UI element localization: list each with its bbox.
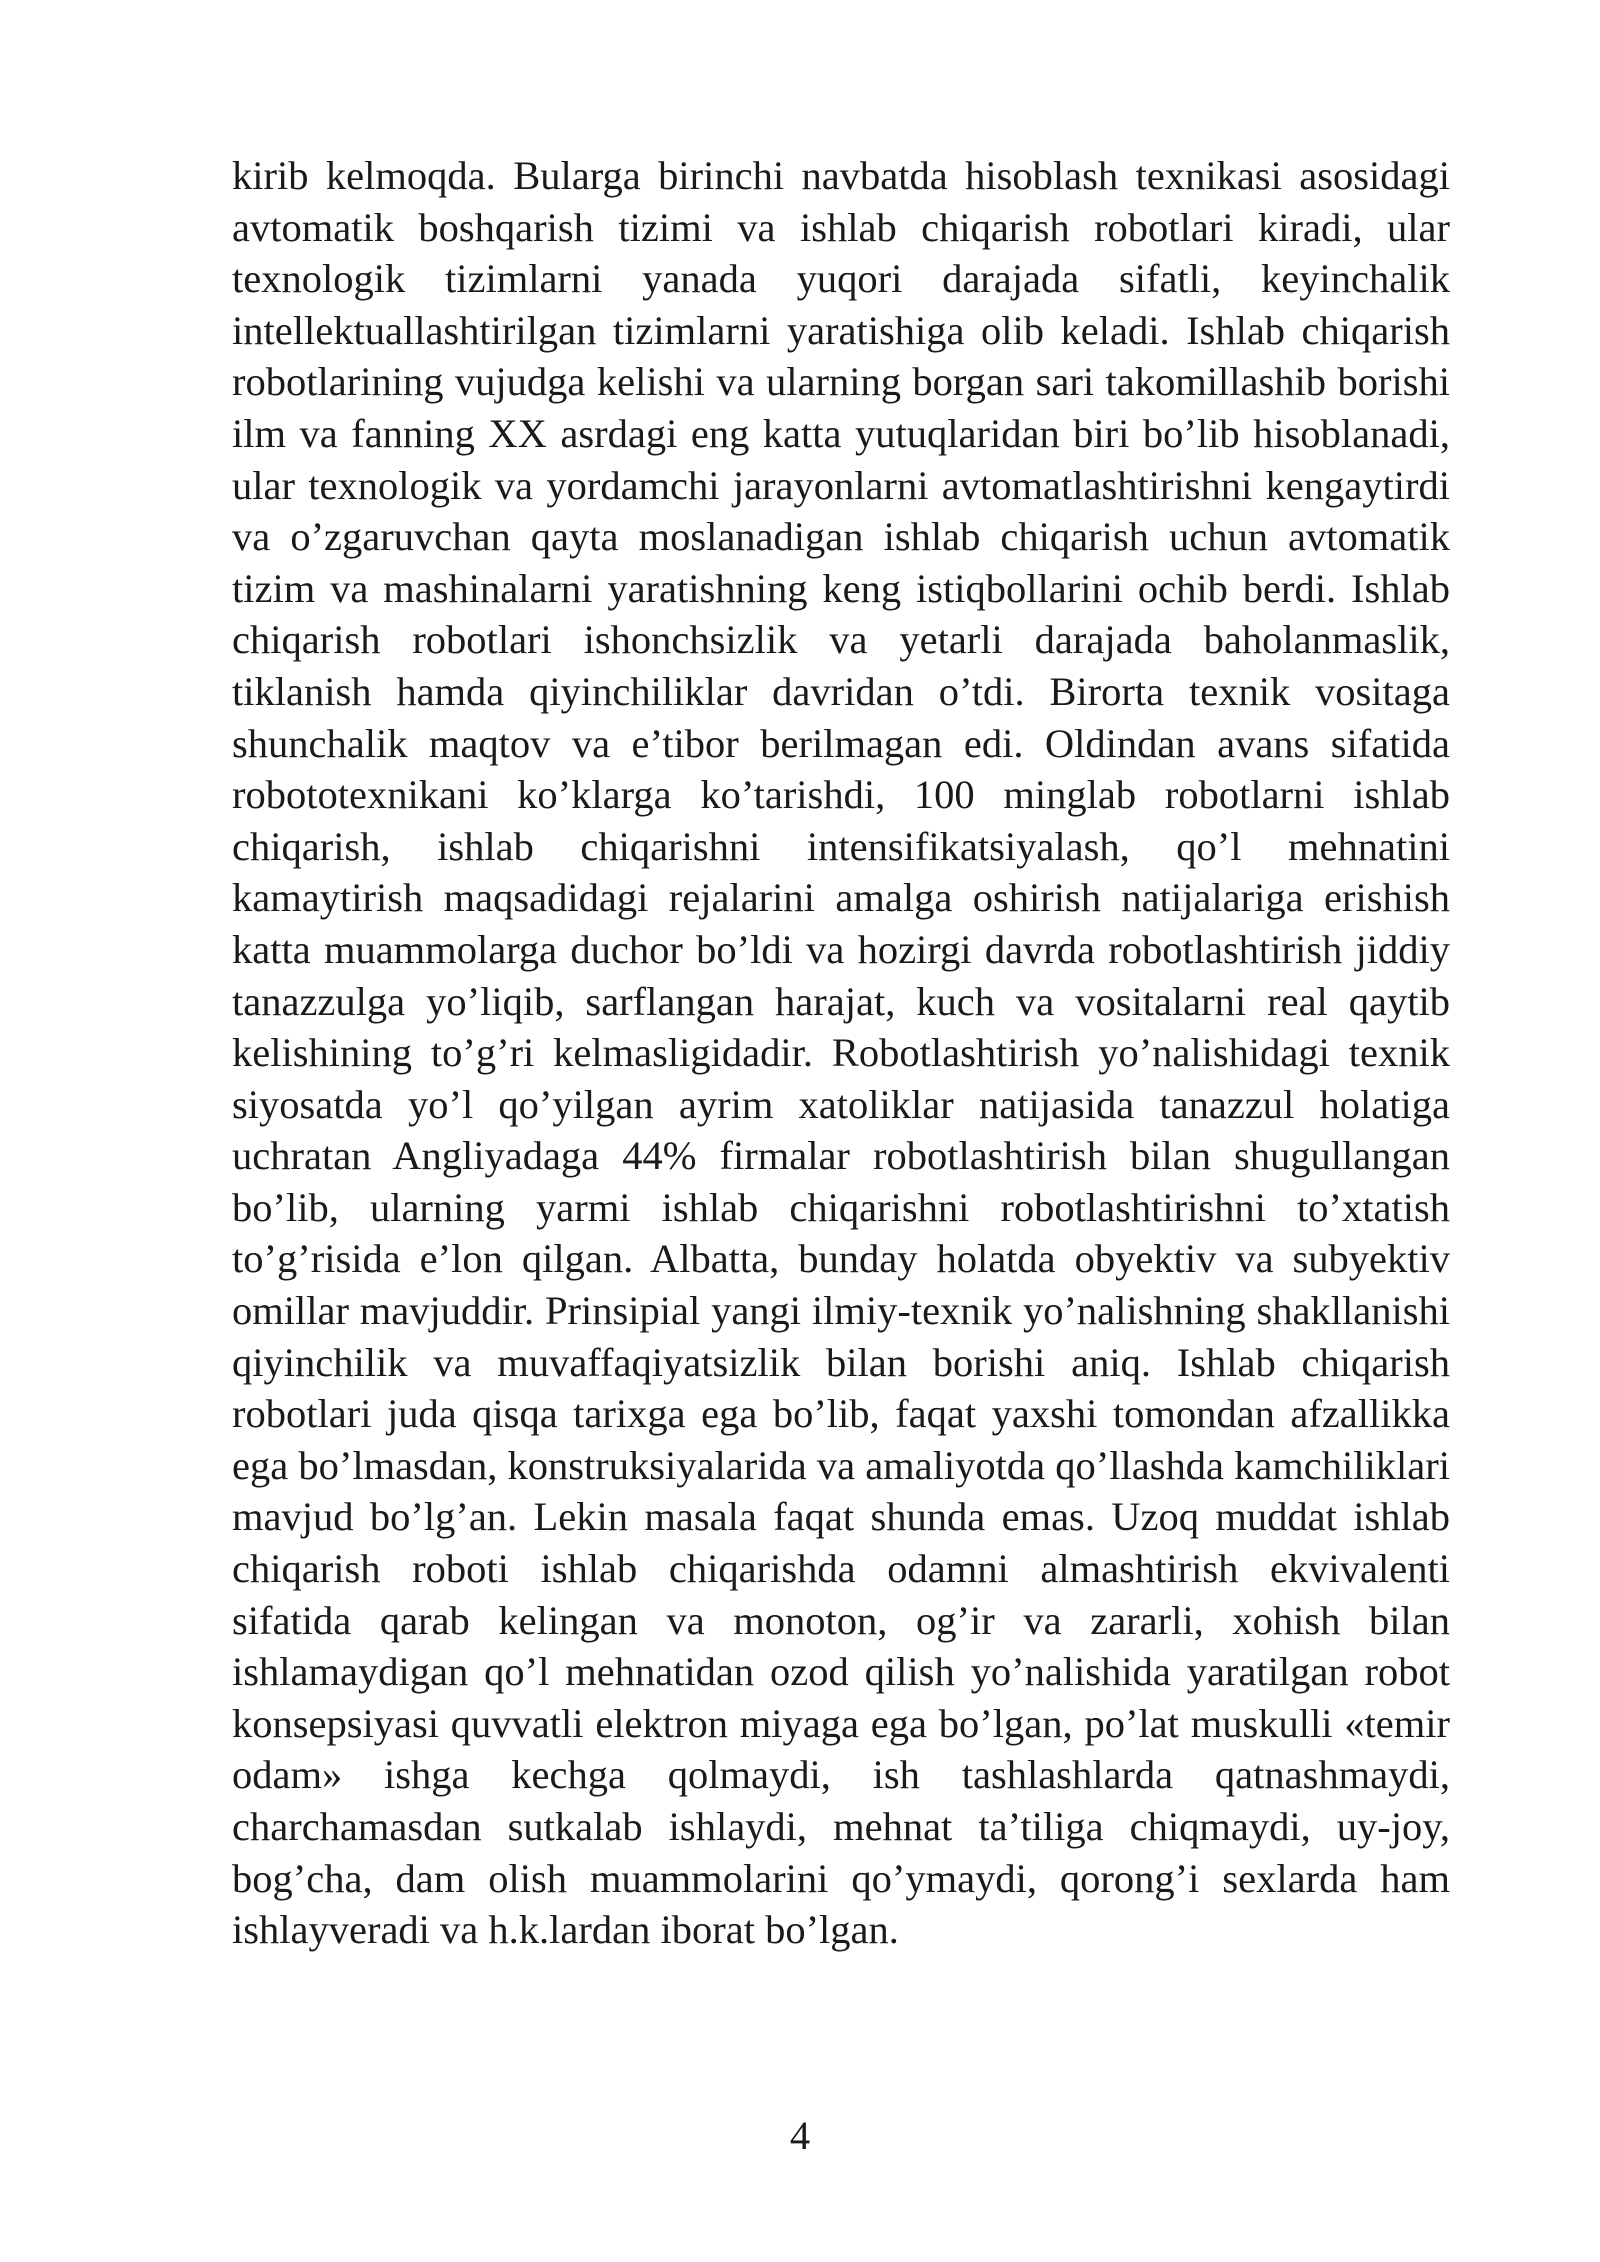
page-number: 4	[789, 2113, 811, 2158]
body-paragraph: kirib kelmoqda. Bularga birinchi navbatda hisoblash texnikasi asosidagi avtomatik boshqarish tizimi va ishlab chiqarish robotlari kiradi, ular texnologik tizimlarni yanada yuqori darajada sifatli, keyinchalik intellektuallashtirilgan tizimlarni yaratishiga olib keladi. Ishlab chiqarish robotlarining vujudga kelishi va ularning borgan sari takomillashib borishi ilm va fanning XX asrdagi eng katta yutuqlaridan biri bo’lib hisoblanadi, ular texnologik va yordamchi jarayonlarni avtomatlashtirishni kengaytirdi va o’zgaruvchan qayta moslanadigan ishlab chiqarish uchun avtomatik tizim va mashinalarni yaratishning keng istiqbollarini ochib berdi. Ishlab chiqarish robotlari ishonchsizlik va yetarli darajada baholanmaslik, tiklanish hamda qiyinchiliklar davridan o’tdi. Birorta texnik vositaga shunchalik maqtov va e’tibor berilmagan edi. Oldindan avans sifatida robototexnikani ko’klarga ko’tarishdi, 100 minglab robotlarni ishlab chiqarish, ishlab chiqarishni intensifikatsiyalash, qo’l mehnatini kamaytirish maqsadidagi rejalarini amalga oshirish natijalariga erishish katta muammolarga duchor bo’ldi va hozirgi davrda robotlashtirish jiddiy tanazzulga yo’liqib, sarflangan harajat, kuch va vositalarni real qaytib kelishining to’g’ri kelmasligidadir. Robotlashtirish yo’nalishidagi texnik siyosatda yo’l qo’yilgan ayrim xatoliklar natijasida tanazzul holatiga uchratan Angliyadaga 44% firmalar robotlashtirish bilan shugullangan bo’lib, ularning yarmi ishlab chiqarishni robotlashtirishni to’xtatish to’g’risida e’lon qilgan. Albatta, bunday holatda obyektiv va subyektiv omillar mavjuddir. Prinsipial yangi ilmiy-texnik yo’nalishning shakllanishi qiyinchilik va muvaffaqiyatsizlik bilan borishi aniq. Ishlab chiqarish robotlari juda qisqa tarixga ega bo’lib, faqat yaxshi tomondan afzallikka ega bo’lmasdan, konstruksiyalarida va amaliyotda qo’llashda kamchiliklari mavjud bo’lg’an. Lekin masala faqat shunda emas. Uzoq muddat ishlab chiqarish roboti ishlab chiqarishda odamni almashtirish ekvivalenti sifatida qarab kelingan va monoton, og’ir va zararli, xohish bilan ishlamaydigan qo’l mehnatidan ozod qilish yo’nalishida yaratilgan robot konsepsiyasi quvvatli elektron miyaga ega bo’lgan, po’lat muskulli «temir odam» ishga kechga qolmaydi, ish tashlashlarda qatnashmaydi, charchamasdan sutkalab ishlaydi, mehnat ta’tiliga chiqmaydi, uy-joy, bog’cha, dam olish muammolarini qo’ymaydi, qorong’i sexlarda ham ishlayveradi va h.k.lardan iborat bo’lgan.	[232, 153, 1451, 1953]
